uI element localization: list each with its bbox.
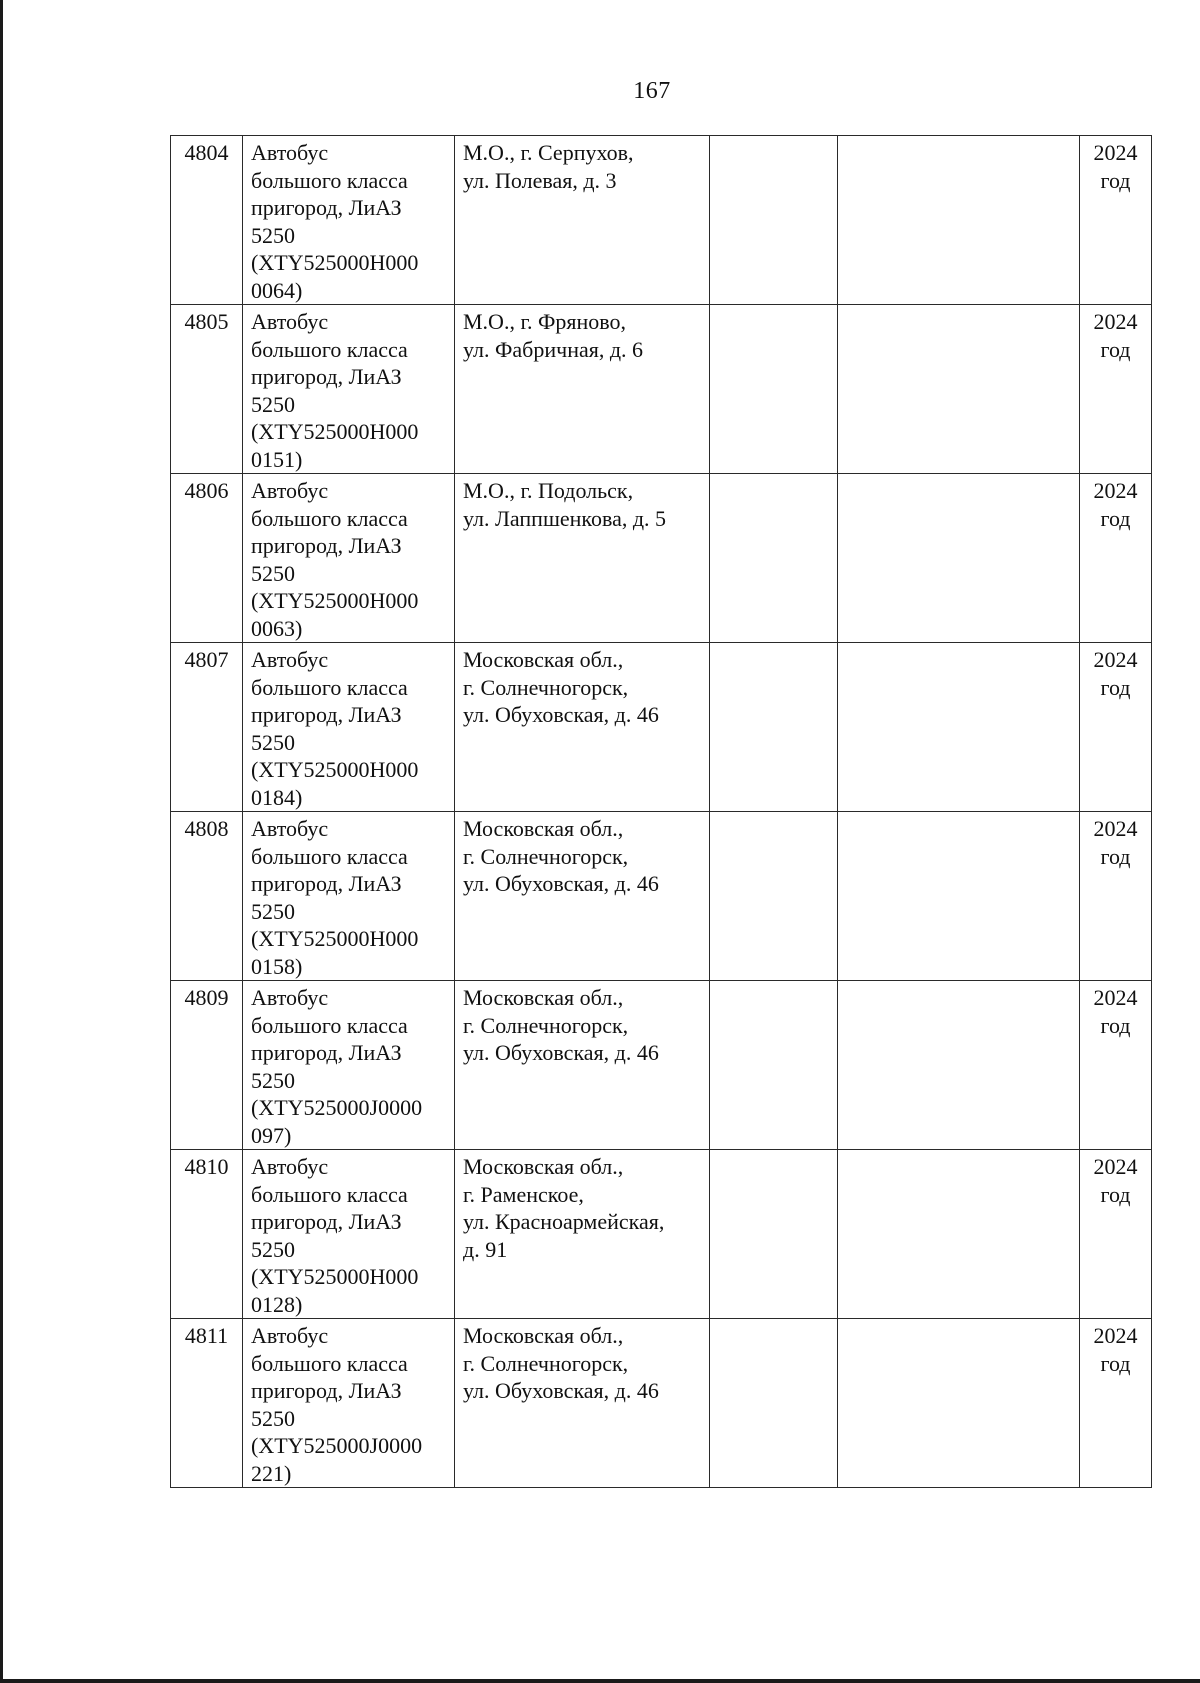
vehicle-name: Автобус большого класса пригород, ЛиАЗ 5250 (XTY525000H000 0158) bbox=[243, 812, 455, 981]
vehicle-name: Автобус большого класса пригород, ЛиАЗ 5250 (XTY525000H000 0151) bbox=[243, 305, 455, 474]
empty-cell bbox=[710, 1150, 838, 1319]
empty-cell bbox=[710, 305, 838, 474]
empty-cell bbox=[838, 643, 1080, 812]
empty-cell bbox=[838, 981, 1080, 1150]
scan-edge-bottom bbox=[0, 1679, 1200, 1683]
year-cell: 2024 год bbox=[1080, 1150, 1152, 1319]
row-number: 4811 bbox=[171, 1319, 243, 1488]
row-number: 4810 bbox=[171, 1150, 243, 1319]
empty-cell bbox=[838, 1150, 1080, 1319]
row-number: 4805 bbox=[171, 305, 243, 474]
table-row bbox=[171, 474, 1152, 643]
empty-cell bbox=[838, 136, 1080, 305]
vehicle-name: Автобус большого класса пригород, ЛиАЗ 5250 (XTY525000H000 0064) bbox=[243, 136, 455, 305]
year-cell: 2024 год bbox=[1080, 136, 1152, 305]
row-number: 4807 bbox=[171, 643, 243, 812]
empty-cell bbox=[838, 812, 1080, 981]
scan-edge-left bbox=[0, 0, 3, 1683]
year-cell: 2024 год bbox=[1080, 812, 1152, 981]
empty-cell bbox=[710, 1319, 838, 1488]
table-row bbox=[171, 981, 1152, 1150]
vehicle-name: Автобус большого класса пригород, ЛиАЗ 5250 (XTY525000J0000 221) bbox=[243, 1319, 455, 1488]
vehicle-address: М.О., г. Серпухов, ул. Полевая, д. 3 bbox=[455, 136, 710, 305]
vehicle-name: Автобус большого класса пригород, ЛиАЗ 5250 (XTY525000J0000 097) bbox=[243, 981, 455, 1150]
vehicle-address: М.О., г. Подольск, ул. Лаппшенкова, д. 5 bbox=[455, 474, 710, 643]
empty-cell bbox=[710, 643, 838, 812]
table-row bbox=[171, 136, 1152, 305]
year-cell: 2024 год bbox=[1080, 981, 1152, 1150]
empty-cell bbox=[710, 981, 838, 1150]
vehicle-address: Московская обл., г. Солнечногорск, ул. Обуховская, д. 46 bbox=[455, 1319, 710, 1488]
empty-cell bbox=[838, 1319, 1080, 1488]
empty-cell bbox=[710, 136, 838, 305]
vehicle-address: Московская обл., г. Солнечногорск, ул. Обуховская, д. 46 bbox=[455, 643, 710, 812]
vehicle-table bbox=[170, 135, 1152, 1488]
table-row bbox=[171, 305, 1152, 474]
vehicle-name: Автобус большого класса пригород, ЛиАЗ 5250 (XTY525000H000 0128) bbox=[243, 1150, 455, 1319]
row-number: 4808 bbox=[171, 812, 243, 981]
year-cell: 2024 год bbox=[1080, 1319, 1152, 1488]
row-number: 4806 bbox=[171, 474, 243, 643]
empty-cell bbox=[710, 474, 838, 643]
vehicle-address: Московская обл., г. Солнечногорск, ул. Обуховская, д. 46 bbox=[455, 812, 710, 981]
row-number: 4804 bbox=[171, 136, 243, 305]
page-number: 167 bbox=[633, 78, 671, 104]
year-cell: 2024 год bbox=[1080, 305, 1152, 474]
vehicle-name: Автобус большого класса пригород, ЛиАЗ 5250 (XTY525000H000 0184) bbox=[243, 643, 455, 812]
table-row bbox=[171, 812, 1152, 981]
vehicle-name: Автобус большого класса пригород, ЛиАЗ 5250 (XTY525000H000 0063) bbox=[243, 474, 455, 643]
year-cell: 2024 год bbox=[1080, 643, 1152, 812]
empty-cell bbox=[838, 474, 1080, 643]
vehicle-address: Московская обл., г. Раменское, ул. Красноармейская, д. 91 bbox=[455, 1150, 710, 1319]
vehicle-address: М.О., г. Фряново, ул. Фабричная, д. 6 bbox=[455, 305, 710, 474]
table-row bbox=[171, 643, 1152, 812]
row-number: 4809 bbox=[171, 981, 243, 1150]
vehicle-address: Московская обл., г. Солнечногорск, ул. Обуховская, д. 46 bbox=[455, 981, 710, 1150]
table-row bbox=[171, 1319, 1152, 1488]
empty-cell bbox=[710, 812, 838, 981]
empty-cell bbox=[838, 305, 1080, 474]
table-row bbox=[171, 1150, 1152, 1319]
year-cell: 2024 год bbox=[1080, 474, 1152, 643]
